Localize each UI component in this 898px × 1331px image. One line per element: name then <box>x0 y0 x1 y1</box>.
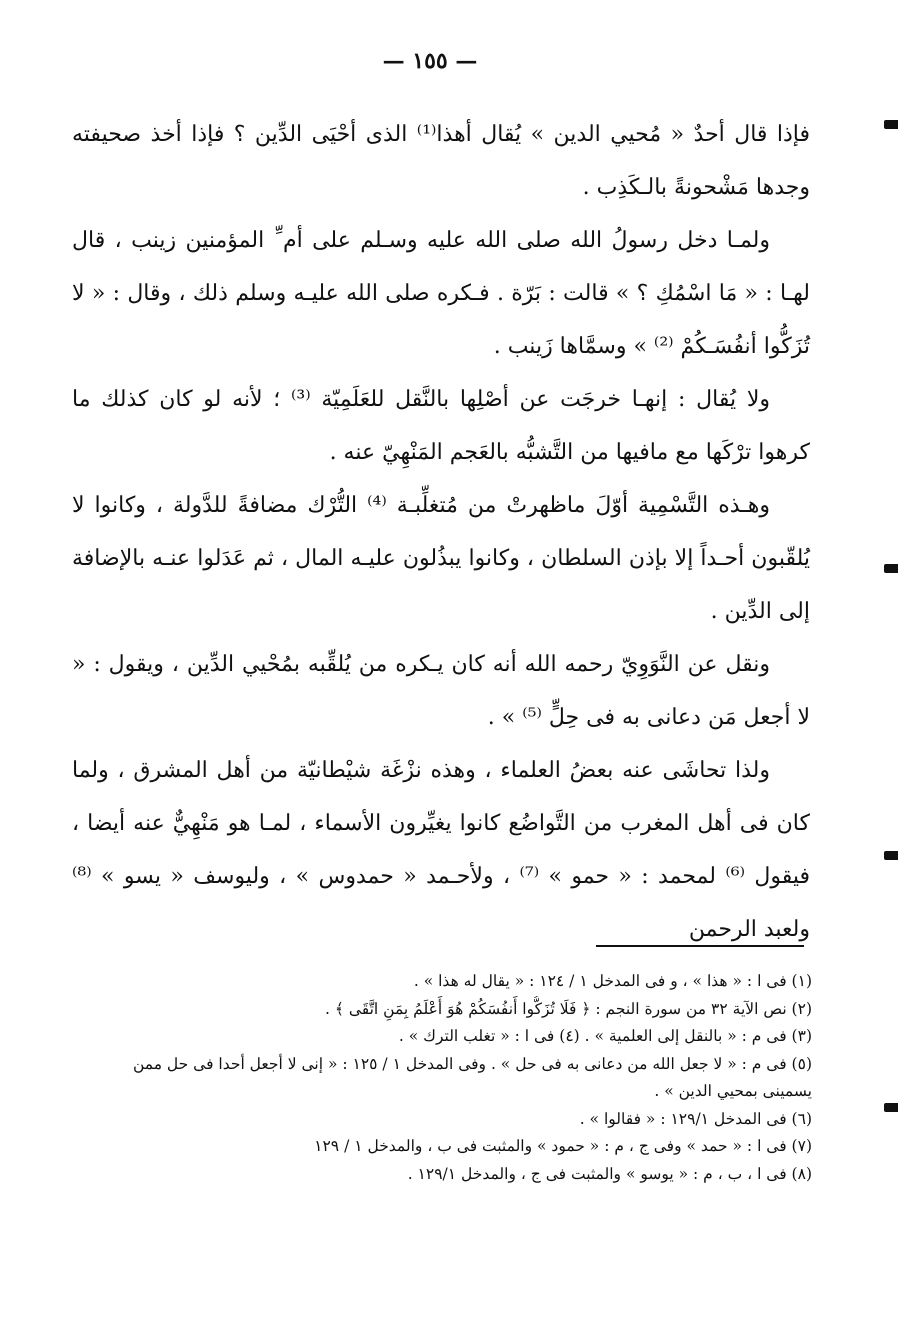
footnote-6: (٦) فى المدخل ١٢٩/١ : « فقالوا » . <box>579 1109 812 1128</box>
binding-mark <box>884 851 898 860</box>
paragraph-3: ولا يُقال : إنهـا خرجَت عن أصْلِها بالنَّقل للعَلَمِيّة ⁽³⁾ ؛ لأنه لو كان كذلك ما كرهوا ترْكَها مع مافيها من التَّشبُّه بالعَجم المَنْهِيّ عنه . <box>72 387 810 465</box>
paragraph-2: ولمـا دخل رسولُ الله صلى الله عليه وسـلم على أم ِّ المؤمنين زينب ، قال لهـا : « مَا اسْمُكِ ؟ » قالت : بَرّة . فـكره صلى الله عليـه وسلم ذلك ، وقال : « لا تُزَكُّوا أنفُسَـكُمْ ⁽²⁾ » وسمَّاها زَينب . <box>72 228 810 359</box>
binding-mark <box>884 120 898 129</box>
footnote-3-4: (٣) فى م : « بالنقل إلى العلمية » . (٤) فى ا : « تغلب الترك » . <box>398 1027 812 1045</box>
page-number: — ١٥٥ — <box>382 48 478 74</box>
paragraph-5: ونقل عن النَّوَوِيّ رحمه الله أنه كان يـكره من يُلقِّبه بمُحْيي الدِّين ، ويقول : « لا أجعل مَن دعانى به فى حِلٍّ ⁽⁵⁾ » . <box>72 652 810 730</box>
footnote-1: (١) فى ا : « هذا » ، و فى المدخل ١ / ١٢٤ : « يقال له هذا » . <box>413 972 812 990</box>
footnotes <box>80 968 812 1188</box>
footnote-2: (٢) نص الآية ٣٢ من سورة النجم : ﴿ فَلَا تُزَكُّوا أَنفُسَكُمْ هُوَ أَعْلَمُ بِمَنِ اتَّقَى ﴾ . <box>325 999 812 1018</box>
paragraph-1: فإذا قال أحدٌ « مُحيي الدين » يُقال أهذا⁽¹⁾ الذى أحْيَى الدِّين ؟ فإذا أخذ صحيفته وجدها مَشْحونةً بالـكَذِب . <box>72 122 811 200</box>
footnote-8: (٨) فى ا ، ب ، م : « يوسو » والمثبت فى ج ، والمدخل ١٢٩/١ . <box>407 1164 812 1183</box>
footnote-5: (٥) فى م : « لا جعل الله من دعانى به فى حل » . وفى المدخل ١ / ١٢٥ : « إنى لا أجعل أحدا فى حل ممن يسمينى بمحيي الدين » . <box>132 1054 812 1100</box>
binding-mark <box>884 1103 898 1112</box>
paragraph-4: وهـذه التَّسْمِية أوّلَ ماظهرتْ من مُتغلِّبـة ⁽⁴⁾ التُّرْك مضافةً للدَّولة ، وكانوا لا يُلقّبون أحـداً إلا بإذن السلطان ، وكانوا يبذُلون عليـه المال ، ثم عَدَلوا عنـه بالإضافة إلى الدِّين . <box>72 493 810 624</box>
binding-mark <box>884 564 898 573</box>
main-text <box>72 108 810 956</box>
footnote-divider <box>596 945 804 947</box>
footnote-7: (٧) فى ا : « حمد » وفى ج ، م : « حمود » والمثبت فى ب ، والمدخل ١ / ١٢٩ <box>314 1137 812 1155</box>
paragraph-6: ولذا تحاشَى عنه بعضُ العلماء ، وهذه نزْغَة شيْطانيّة من أهل المشرق ، ولما كان فى أهل المغرب من التَّواضُع كانوا يغيِّرون الأسماء ، لمـا هو مَنْهِيٌّ عنه أيضا ، فيقول ⁽⁶⁾ لمحمد : « حمو » ⁽⁷⁾ ، ولأحـمد « حمدوس » ، وليوسف « يسو » ⁽⁸⁾ ولعبد الرحمن <box>72 758 811 942</box>
